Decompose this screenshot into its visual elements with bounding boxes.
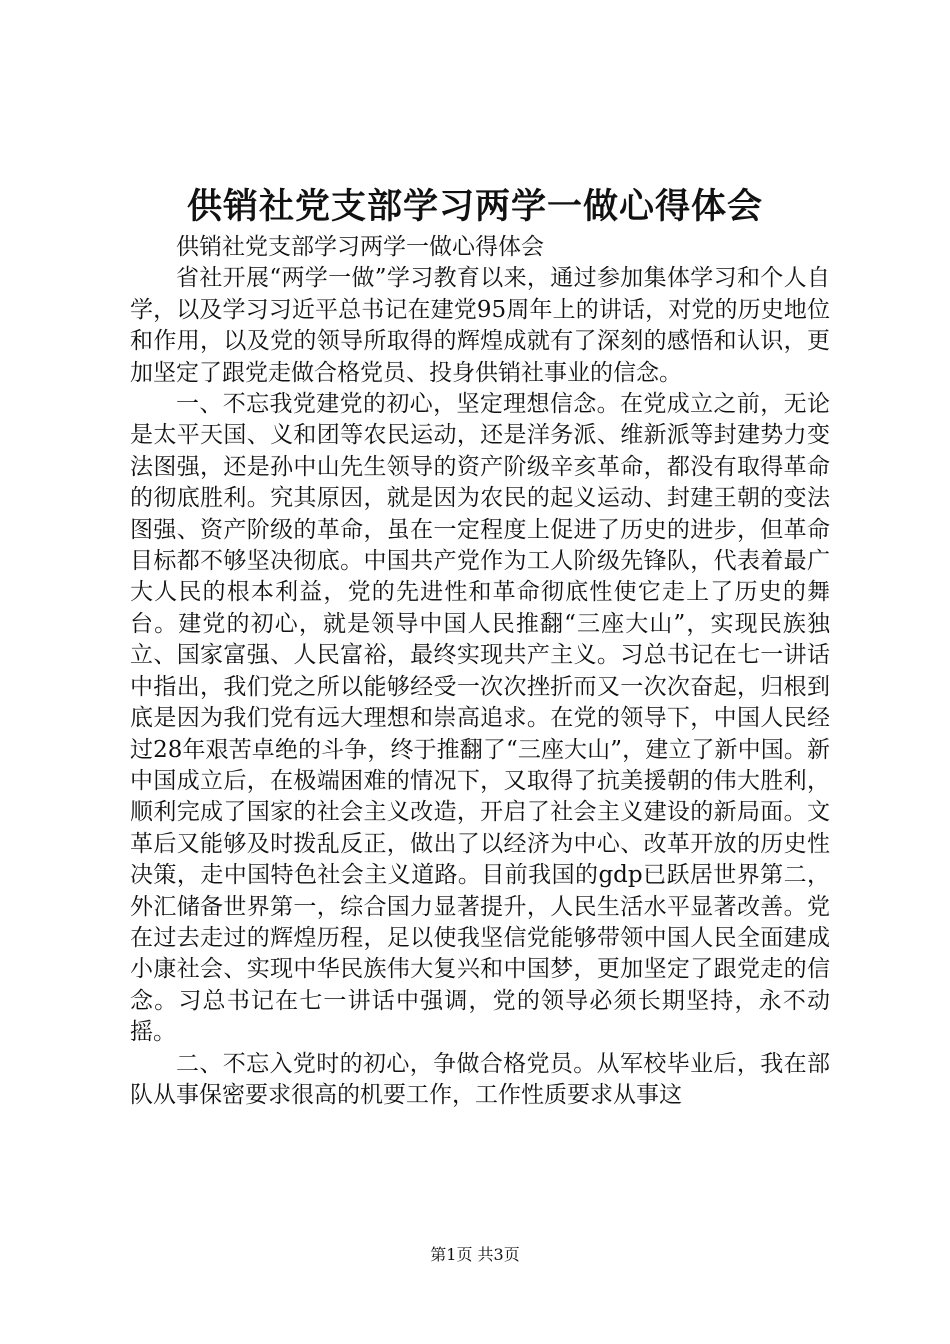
page-footer: 第1页 共3页 — [430, 1245, 520, 1264]
paragraph-subtitle: 供销社党支部学习两学一做心得体会 — [176, 234, 544, 260]
document-title: 供销社党支部学习两学一做心得体会 — [186, 186, 763, 227]
paragraph-intro: 省社开展“两学一做”学习教育以来，通过参加集体学习和个人自学，以及学习习近平总书记在建党95周年上的讲话，对党的历史地位和作用，以及党的领导所取得的辉煌成就有了深刻的感悟和认识，更加坚定了跟党走做合格党员、投身供销社事业的信念。 — [130, 265, 830, 386]
paragraph-section-two: 二、不忘入党时的初心，争做合格党员。从军校毕业后，我在部队从事保密要求很高的机要工作，工作性质要求从事这 — [130, 1050, 830, 1108]
paragraph-section-one: 一、不忘我党建党的初心，坚定理想信念。在党成立之前，无论是太平天国、义和团等农民运动，还是洋务派、维新派等封建势力变法图强，还是孙中山先生领导的资产阶级辛亥革命，都没有取得革命的彻底胜利。究其原因，就是因为农民的起义运动、封建王朝的变法图强、资产阶级的革命，虽在一定程度上促进了历史的进步，但革命目标都不够坚决彻底。中国共产党作为工人阶级先锋队，代表着最广大人民的根本利益，党的先进性和革命彻底性使它走上了历史的舞台。建党的初心，就是领导中国人民推翻“三座大山”，实现民族独立、国家富强、人民富裕，最终实现共产主义。习总书记在七一讲话中指出，我们党之所以能够经受一次次挫折而又一次次奋起，归根到底是因为我们党有远大理想和崇高追求。在党的领导下，中国人民经过28年艰苦卓绝的斗争，终于推翻了“三座大山”，建立了新中国。新中国成立后，在极端困难的情况下，又取得了抗美援朝的伟大胜利，顺利完成了国家的社会主义改造，开启了社会主义建设的新局面。文革后又能够及时拨乱反正，做出了以经济为中心、改革开放的历史性决策，走中国特色社会主义道路。目前我国的gdp已跃居世界第二，外汇储备世界第一，综合国力显著提升，人民生活水平显著改善。党在过去走过的辉煌历程，足以使我坚信党能够带领中国人民全面建成小康社会、实现中华民族伟大复兴和中国梦，更加坚定了跟党走的信念。习总书记在七一讲话中强调，党的领导必须长期坚持，永不动摇。 — [130, 391, 830, 1046]
document-body — [130, 232, 830, 1111]
